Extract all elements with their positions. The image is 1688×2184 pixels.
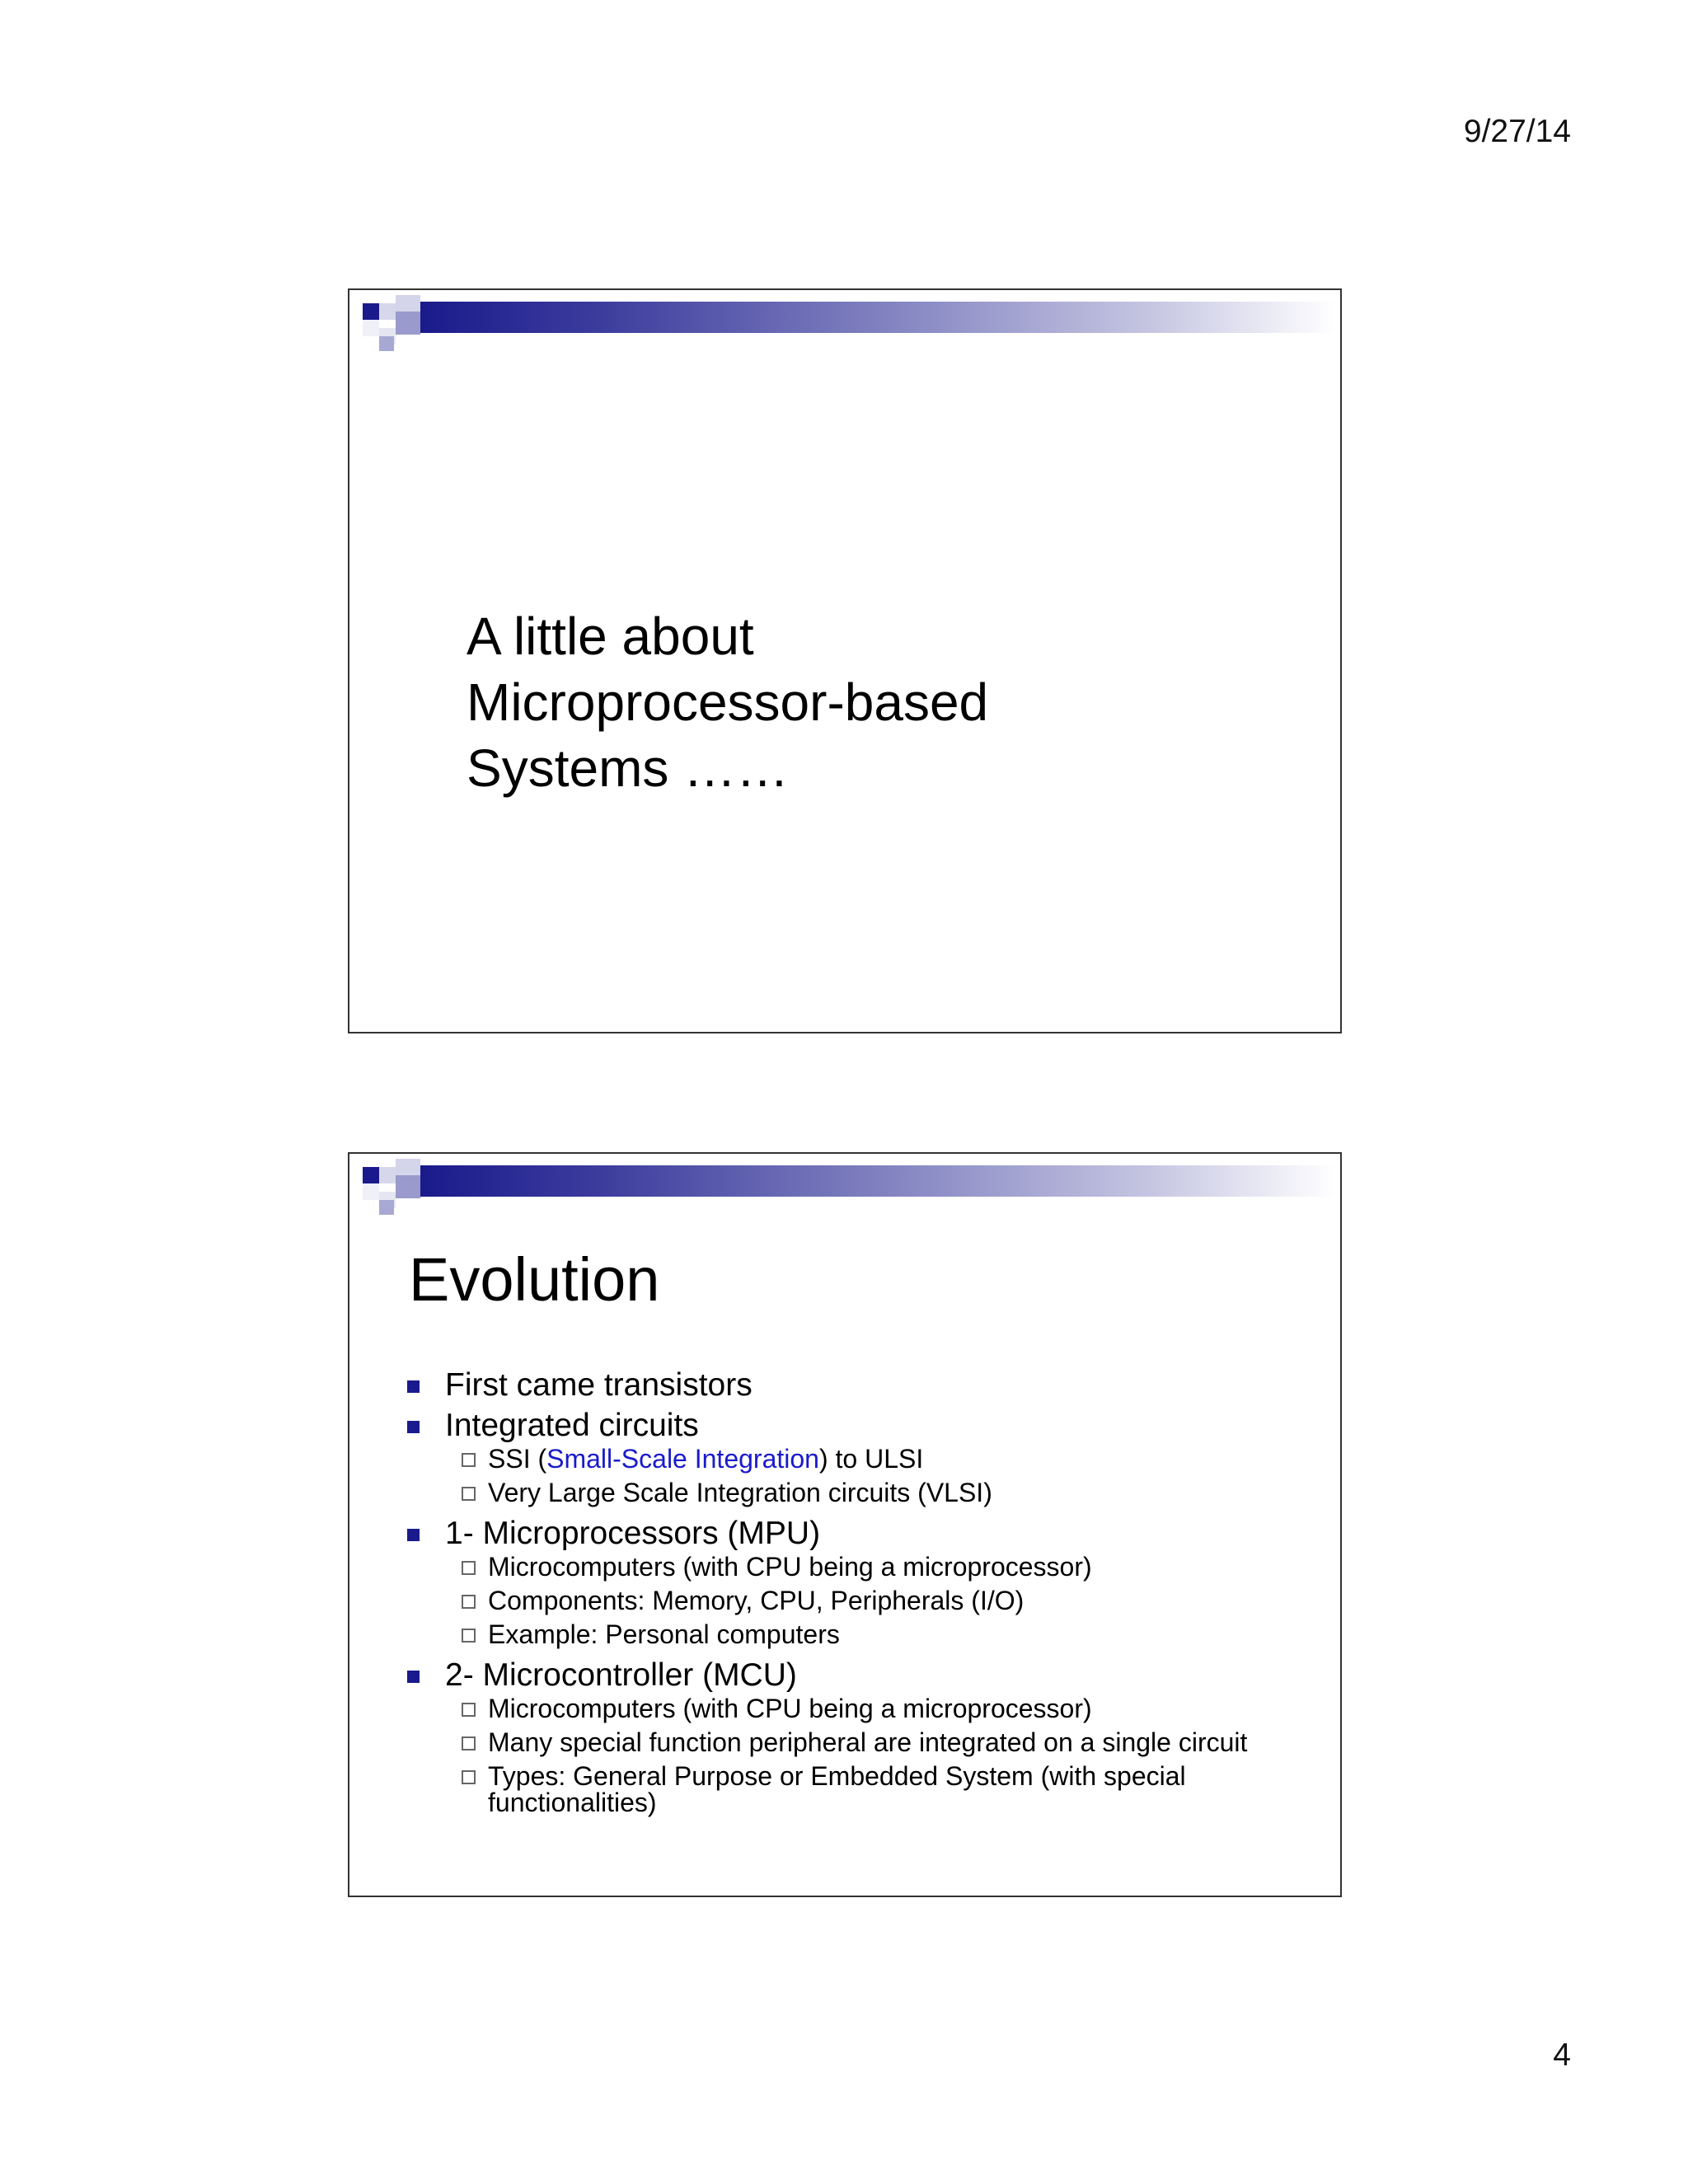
bullet-item: Integrated circuits [407, 1405, 1314, 1446]
link-small-scale-integration[interactable]: Small-Scale Integration [546, 1444, 819, 1474]
page-date: 9/27/14 [1463, 114, 1571, 149]
bullet-item: 1- Microprocessors (MPU) [407, 1513, 1314, 1554]
slide-title-slide [348, 288, 1342, 1033]
sub-bullet-item: Example: Personal computers [407, 1621, 1314, 1647]
checkbox-bullet-icon [462, 1770, 476, 1784]
slide-title: A little about Microprocessor-based Systems …… [467, 607, 989, 798]
sub-bullet-item: Many special function peripheral are integrated on a single circuit [407, 1729, 1314, 1755]
slide-title: Evolution [409, 1245, 660, 1314]
slide-evolution [348, 1152, 1342, 1897]
checkbox-bullet-icon [462, 1561, 476, 1575]
sub-bullet-item: Types: General Purpose or Embedded System (with special functionalities) [407, 1763, 1314, 1816]
sub-bullet-item: SSI (Small-Scale Integration) to ULSI [407, 1446, 1314, 1472]
sub-bullet-item: Microcomputers (with CPU being a microprocessor) [407, 1554, 1314, 1580]
checkbox-bullet-icon [462, 1487, 476, 1501]
sub-bullet-item: Microcomputers (with CPU being a microprocessor) [407, 1695, 1314, 1722]
checkbox-bullet-icon [462, 1595, 476, 1609]
checkbox-bullet-icon [462, 1736, 476, 1750]
checkbox-bullet-icon [462, 1629, 476, 1643]
page-number: 4 [1553, 2037, 1571, 2073]
bullet-item: First came transistors [407, 1365, 1314, 1405]
sub-bullet-item: Very Large Scale Integration circuits (VLSI) [407, 1479, 1314, 1506]
sub-bullet-item: Components: Memory, CPU, Peripherals (I/O) [407, 1587, 1314, 1614]
checkbox-bullet-icon [462, 1453, 476, 1467]
bullet-item: 2- Microcontroller (MCU) [407, 1655, 1314, 1695]
checkbox-bullet-icon [462, 1703, 476, 1717]
bullet-list [407, 1365, 1314, 1823]
